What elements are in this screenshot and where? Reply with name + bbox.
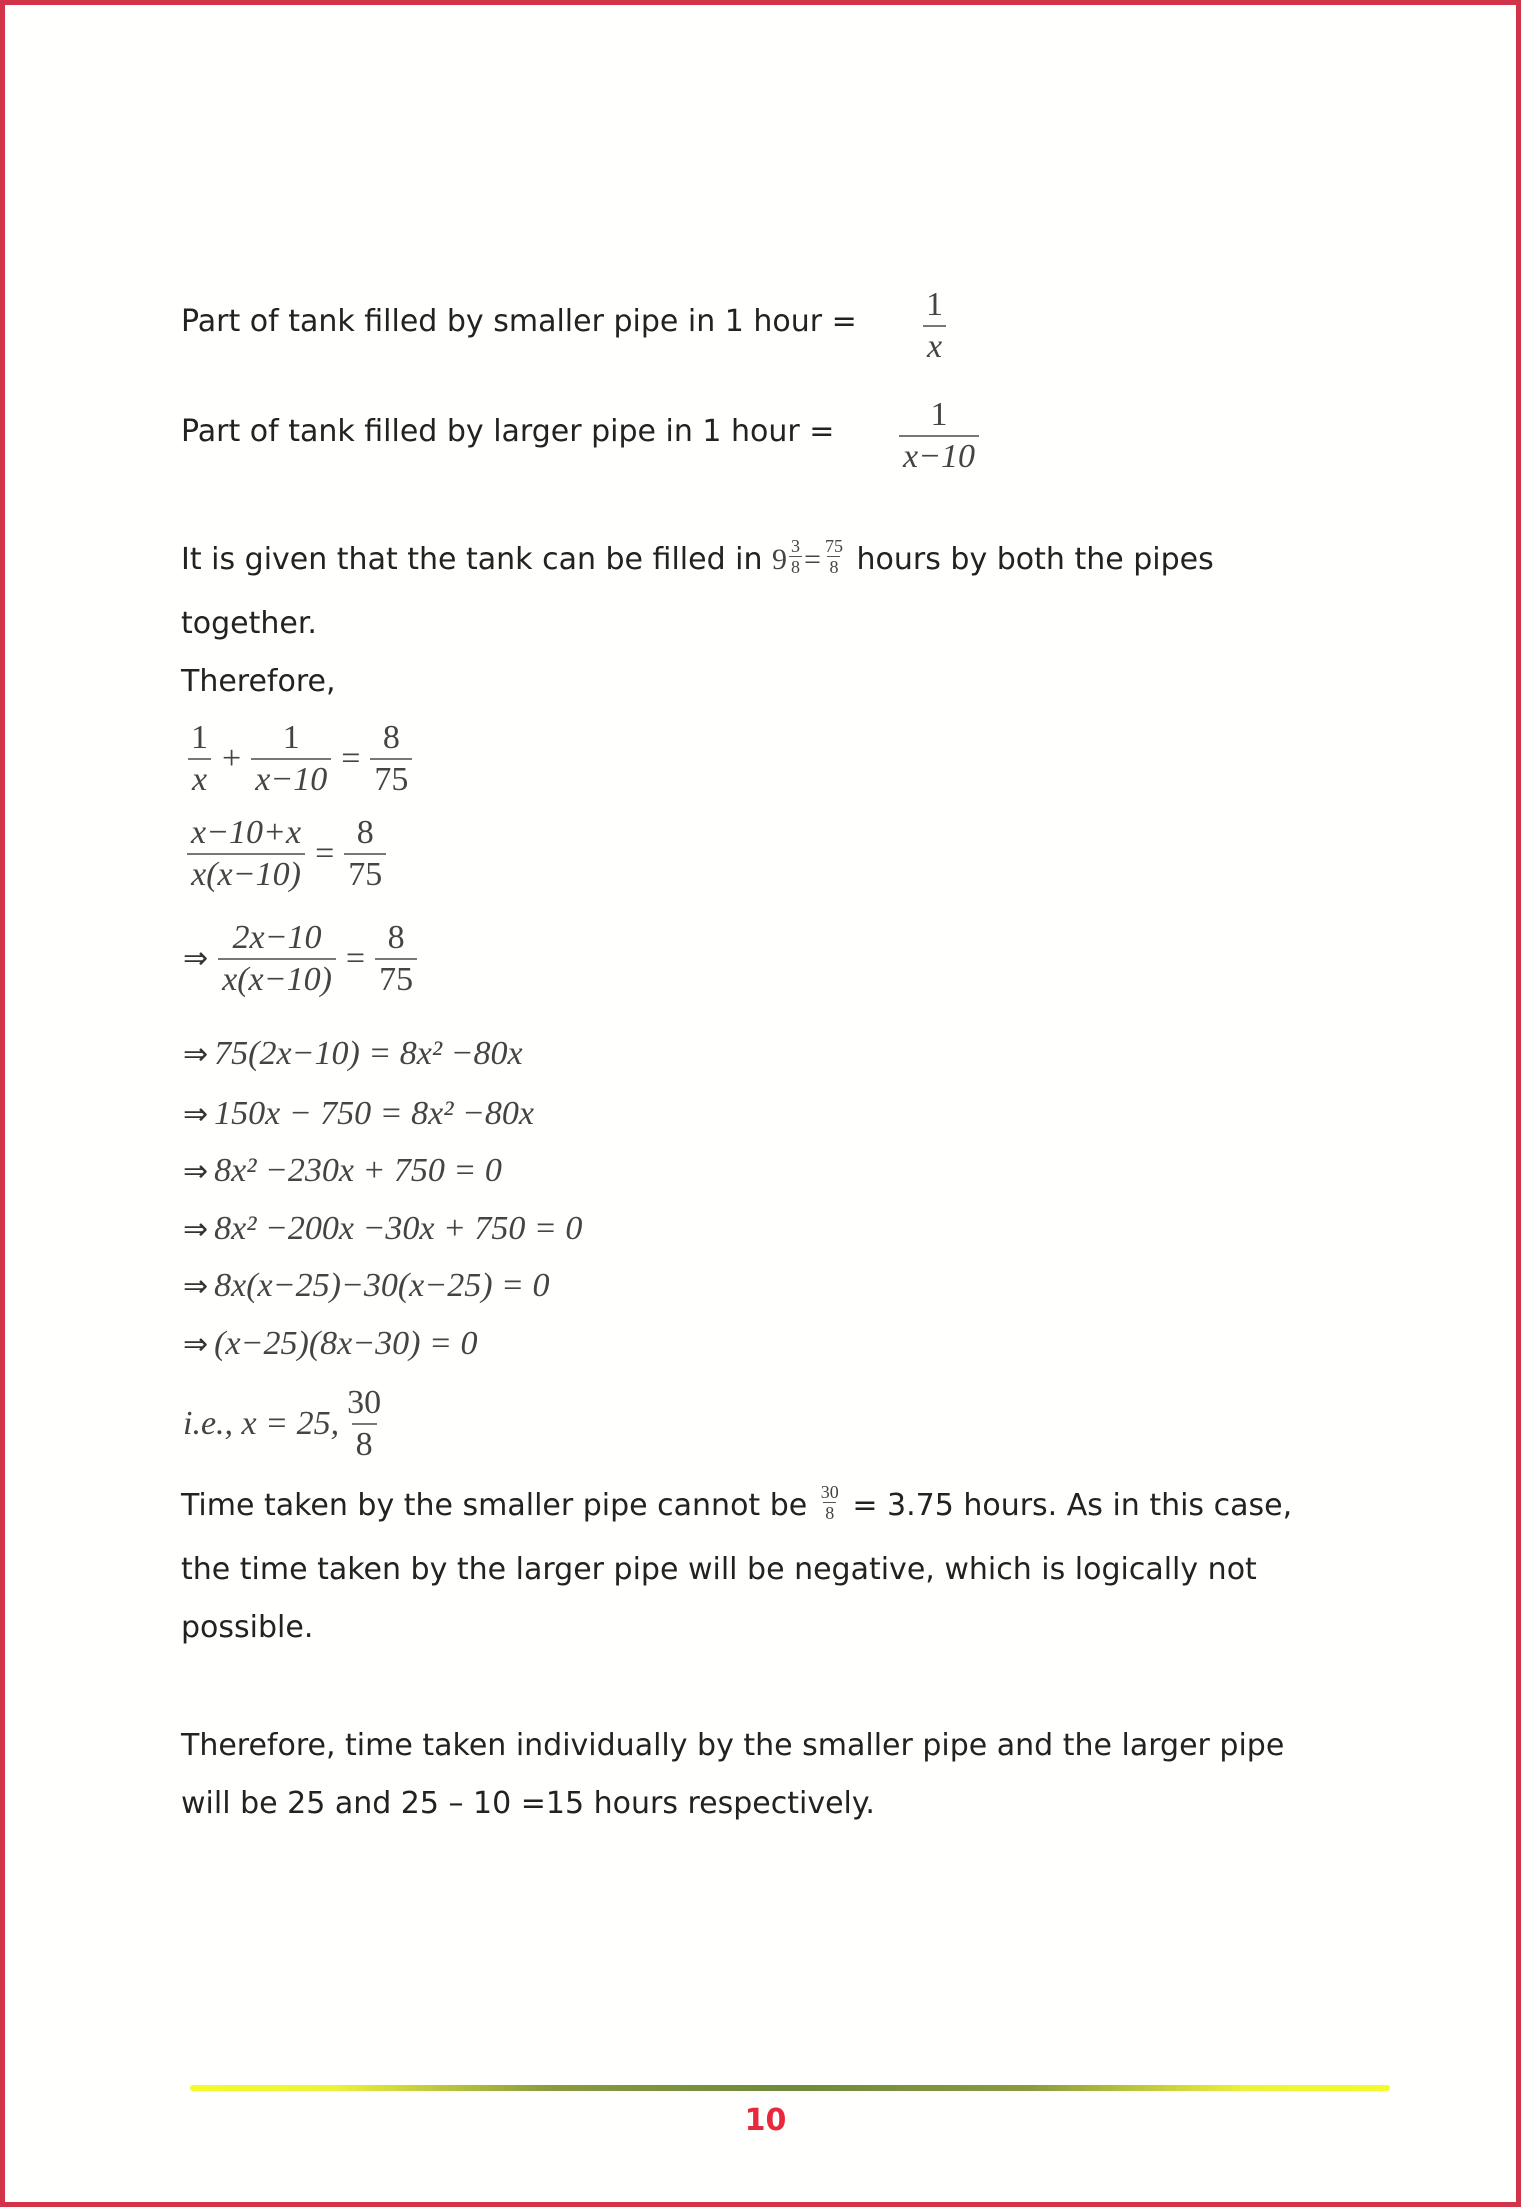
equation-8: ⇒ 8x(x−25)−30(x−25) = 0 — [183, 1267, 550, 1304]
conclusion-fraction: $\frac{30}{8}$ — [820, 1482, 839, 1523]
implies-arrow-icon: ⇒ — [183, 1211, 209, 1247]
page-number: 10 — [744, 2103, 787, 2138]
equation-1: $\frac{1}{x}$ + $\frac{1}{x-10}$ = $\frac{8}{75}$ — [183, 720, 416, 797]
smaller-pipe-label: Part of tank filled by smaller pipe in 1 hour = — [181, 304, 857, 339]
given-statement: It is given that the tank can be filled in 9 $\frac{3}{8}$ = $\frac{75}{8}$ hours by both the pipes — [181, 536, 1214, 577]
conclusion-line-1: Time taken by the smaller pipe cannot be $\frac{30}{8}$ = 3.75 hours. As in this case, — [181, 1482, 1293, 1523]
final-answer-line-1: Therefore, time taken individually by the smaller pipe and the larger pipe — [181, 1728, 1285, 1763]
larger-pipe-statement — [181, 414, 835, 449]
equation-5: ⇒ 150x − 750 = 8x² −80x — [183, 1095, 534, 1132]
equation-result: i.e., x = 25, $\frac{30}{8}$ — [183, 1384, 382, 1463]
implies-arrow-icon: ⇒ — [183, 1268, 209, 1304]
equation-7: ⇒ 8x² −200x −30x + 750 = 0 — [183, 1210, 583, 1247]
conclusion-line-2: the time taken by the larger pipe will be negative, which is logically not — [181, 1552, 1257, 1587]
given-statement-line2: together. — [181, 606, 317, 641]
footer-divider — [190, 2085, 1390, 2091]
equation-4: ⇒ 75(2x−10) = 8x² −80x — [183, 1035, 523, 1072]
given-mixed-fraction: $\frac{3}{8}$ — [791, 536, 801, 577]
implies-arrow-icon: ⇒ — [183, 1326, 209, 1362]
given-improper-fraction: $\frac{75}{8}$ — [824, 536, 843, 577]
equation-6: ⇒ 8x² −230x + 750 = 0 — [183, 1152, 502, 1189]
implies-arrow-icon: ⇒ — [183, 1036, 209, 1072]
therefore-label: Therefore, — [181, 664, 336, 699]
equation-2: $\frac{x-10+x}{x(x-10)}$ = $\frac{8}{75}$ — [183, 815, 390, 892]
implies-arrow-icon: ⇒ — [183, 1096, 209, 1132]
implies-arrow-icon: ⇒ — [183, 941, 209, 977]
smaller-pipe-statement — [181, 304, 857, 339]
larger-pipe-fraction: $\frac{1}{x-10}$ — [895, 397, 983, 474]
smaller-pipe-fraction: $\frac{1}{x}$ — [918, 287, 951, 364]
conclusion-line-3: possible. — [181, 1610, 314, 1645]
larger-pipe-label: Part of tank filled by larger pipe in 1 hour = — [181, 414, 835, 449]
final-answer-line-2: will be 25 and 25 – 10 =15 hours respectively. — [181, 1786, 875, 1821]
equation-9: ⇒ (x−25)(8x−30) = 0 — [183, 1325, 478, 1362]
implies-arrow-icon: ⇒ — [183, 1153, 209, 1189]
equation-3: ⇒ $\frac{2x-10}{x(x-10)}$ = $\frac{8}{75}$ — [183, 920, 421, 997]
